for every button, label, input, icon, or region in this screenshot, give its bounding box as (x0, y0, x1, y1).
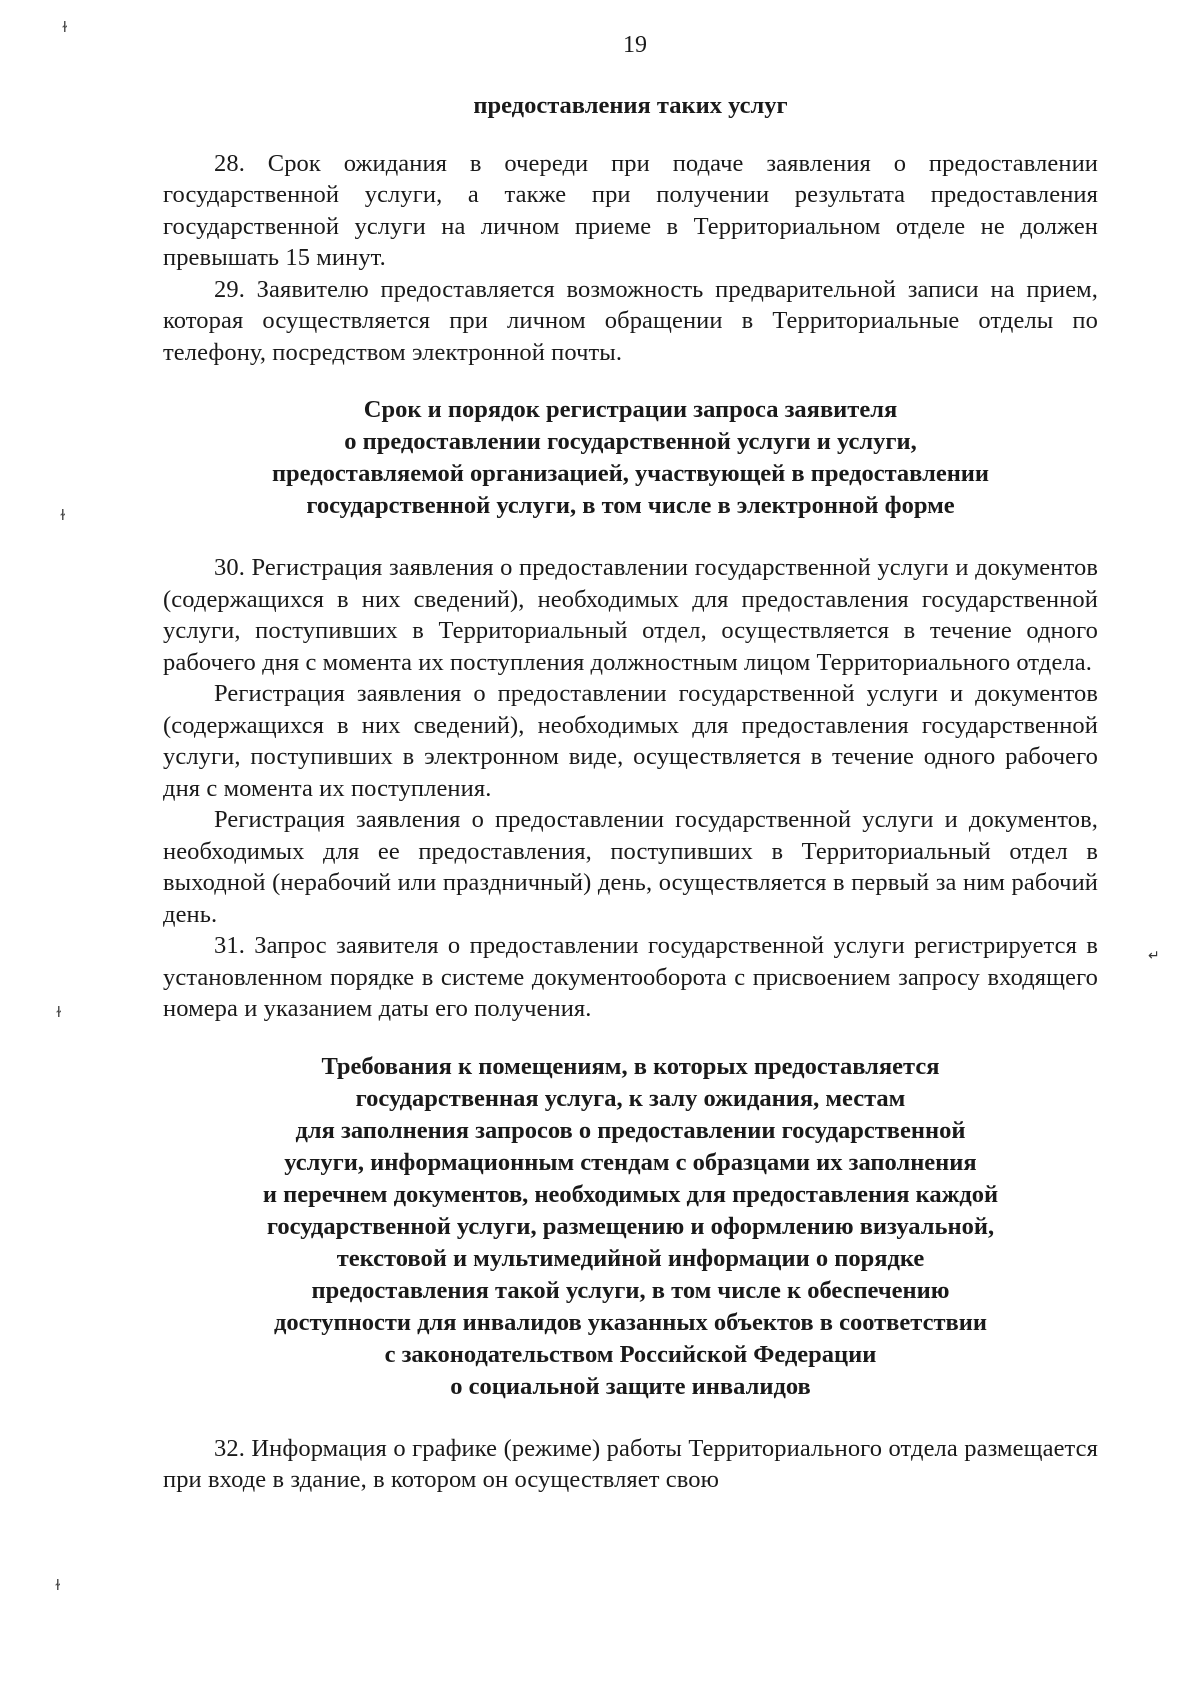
section-heading-registration: Срок и порядок регистрации запроса заявителя о предоставлении государственной услуги и услуги, предоставляемой организацией, участвующей в предоставлении государственной услуги, в том числе в электронной форме (271, 396, 990, 519)
paragraph-31: 31. Запрос заявителя о предоставлении государственной услуги регистрируется в установленном порядке в системе документооборота с присвоением запросу входящего номера и указанием даты его получения. (163, 932, 1098, 1022)
paragraph-29: 29. Заявителю предоставляется возможность предварительной записи на прием, которая осуществляется при личном обращении в Территориальные отделы по телефону, посредством электронной почты. (163, 275, 1098, 366)
paragraph-28: 28. Срок ожидания в очереди при подаче заявления о предоставлении государственной услуги, а также при получении результата предоставления государственной услуги на личном приеме в Территориальном отделе не должен превышать 15 минут. (163, 149, 1098, 271)
paragraph-30-electronic: Регистрация заявления о предоставлении государственной услуги и документов (содержащихся в них сведений), необходимых для предоставления государственной услуги, поступивших в электронном виде, осуществляется в течение одного рабочего дня с момента их поступления. (163, 680, 1098, 802)
paragraph-30-weekend: Регистрация заявления о предоставлении государственной услуги и документов, необходимых для ее предоставления, поступивших в Территориальный отдел в выходной (нерабочий или праздничный) день, осуществляется в первый за ним рабочий день. (163, 806, 1098, 928)
scan-mark-mid-2: ɫ (56, 1005, 62, 1021)
paragraph-32: 32. Информация о графике (режиме) работы Территориального отдела размещается при входе в здание, в котором он осуществляет свою (163, 1434, 1098, 1493)
scan-mark-top: ɫ (62, 20, 68, 36)
section-heading-premises: Требования к помещениям, в которых предоставляется государственная услуга, к залу ожидания, местам для заполнения запросов о предоставлении государственной услуги, информационным стендам с образцами их заполнения и перечнем документов, необходимых для предоставления каждой государственной услуги, размещению и оформлению визуальной, текстовой и мультимедийной информации о порядке предоставления такой услуги, в том числе к обеспечению доступности для инвалидов указанных объектов в соответствии с законодательством Российской Федерации о социальной защите инвалидов (262, 1052, 999, 1400)
paragraph-30: 30. Регистрация заявления о предоставлении государственной услуги и документов (содержащихся в них сведений), необходимых для предоставления государственной услуги, поступивших в Территориальный отдел, осуществляется в течение одного рабочего дня с момента их поступления должностным лицом Территориального отдела. (163, 554, 1098, 676)
page-number: 19 (623, 32, 647, 58)
scan-mark-bottom: ɫ (55, 1578, 61, 1594)
document-body (163, 90, 1098, 1496)
top-heading: предоставления таких услуг (473, 92, 788, 119)
scan-mark-right: ↵ (1148, 948, 1160, 964)
scan-mark-mid-1: ɫ (60, 508, 66, 524)
